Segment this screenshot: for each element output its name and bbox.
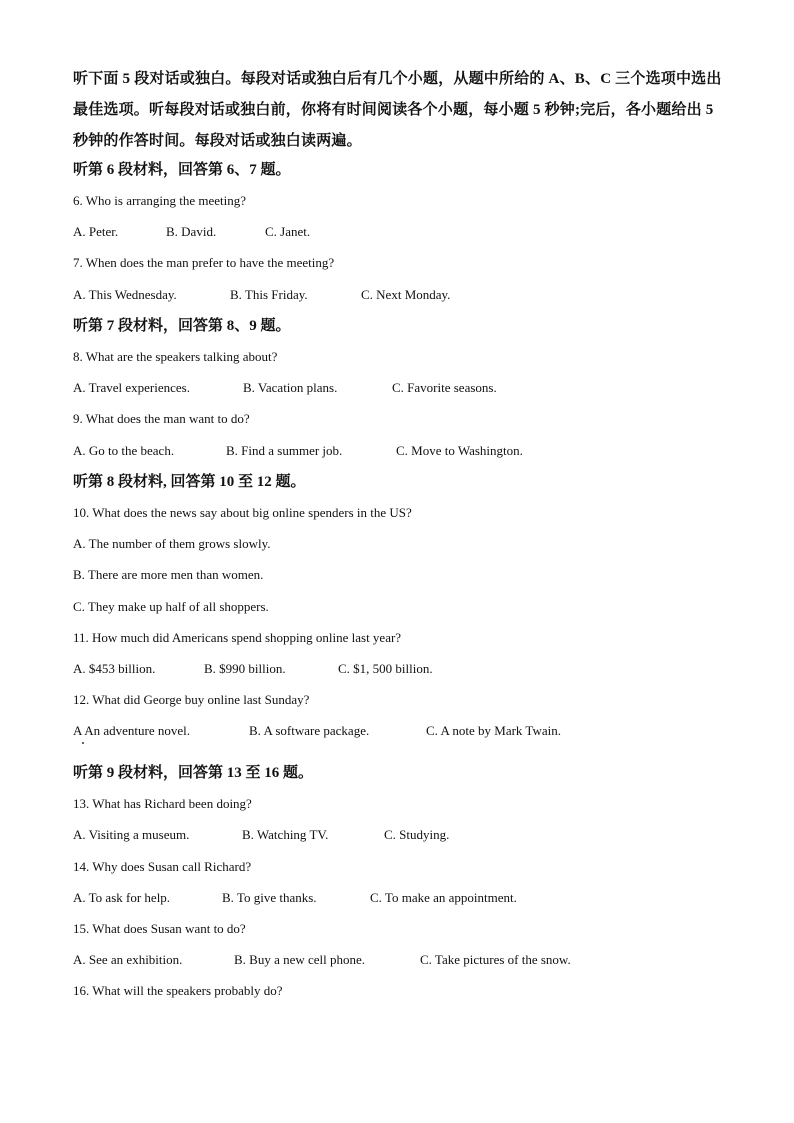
section-heading-8: 听第 8 段材料, 回答第 10 至 12 题。 [73, 474, 306, 490]
question-9-option-b: B. Find a summer job. [226, 443, 343, 458]
question-9-stem: 9. What does the man want to do? [73, 411, 250, 426]
question-15-stem: 15. What does Susan want to do? [73, 921, 246, 936]
question-16-stem: 16. What will the speakers probably do? [73, 983, 283, 998]
question-9-option-a: A. Go to the beach. [73, 443, 175, 458]
question-7-option-c: C. Next Monday. [361, 287, 451, 302]
question-11-option-a: A. $453 billion. [73, 661, 156, 676]
question-6-stem: 6. Who is arranging the meeting? [73, 193, 247, 208]
question-10-option-c: C. They make up half of all shoppers. [73, 599, 269, 614]
question-13-option-c: C. Studying. [384, 827, 450, 842]
question-15-option-c: C. Take pictures of the snow. [420, 952, 571, 967]
question-8-stem: 8. What are the speakers talking about? [73, 349, 278, 364]
question-9-option-c: C. Move to Washington. [396, 443, 523, 458]
question-12-option-c: C. A note by Mark Twain. [426, 723, 561, 738]
section-heading-9: 听第 9 段材料，回答第 13 至 16 题。 [73, 765, 314, 781]
question-6-option-c: C. Janet. [265, 224, 311, 239]
question-13-stem: 13. What has Richard been doing? [73, 796, 252, 811]
question-14-stem: 14. Why does Susan call Richard? [73, 859, 252, 874]
instructions-paragraph: 听下面 5 段对话或独白。每段对话或独白后有几个小题，从题中所给的 A、B、C 三个选项中选出最佳选项。听每段对话或独白前，你将有时间阅读各个小题，每小题 5 秒钟;完后，各小题给出 5 秒钟的作答时间。每段对话或独白读两遍。 [73, 71, 722, 149]
question-14-option-a: A. To ask for help. [73, 890, 171, 905]
question-11-option-b: B. $990 billion. [204, 661, 286, 676]
question-10-option-b: B. There are more men than women. [73, 567, 264, 582]
question-12-option-b: B. A software package. [249, 723, 370, 738]
question-13-option-a: A. Visiting a museum. [73, 827, 190, 842]
section-heading-6: 听第 6 段材料，回答第 6、7 题。 [73, 162, 291, 178]
question-12-stem: 12. What did George buy online last Sunday? [73, 692, 310, 707]
question-6-option-b: B. David. [166, 224, 217, 239]
question-8-option-a: A. Travel experiences. [73, 380, 190, 395]
question-7-option-a: A. This Wednesday. [73, 287, 177, 302]
question-14-option-b: B. To give thanks. [222, 890, 317, 905]
question-10-option-a: A. The number of them grows slowly. [73, 536, 271, 551]
question-11-option-c: C. $1, 500 billion. [338, 661, 433, 676]
question-15-option-a: A. See an exhibition. [73, 952, 183, 967]
question-7-stem: 7. When does the man prefer to have the meeting? [73, 255, 335, 270]
question-8-option-c: C. Favorite seasons. [392, 380, 497, 395]
question-12-option-a: A An adventure novel. [73, 723, 190, 738]
question-13-option-b: B. Watching TV. [242, 827, 329, 842]
question-11-stem: 11. How much did Americans spend shopping online last year? [73, 630, 402, 645]
question-7-option-b: B. This Friday. [230, 287, 308, 302]
section-heading-7: 听第 7 段材料，回答第 8、9 题。 [73, 318, 291, 334]
stray-mark [82, 742, 84, 744]
question-15-option-b: B. Buy a new cell phone. [234, 952, 366, 967]
question-10-stem: 10. What does the news say about big online spenders in the US? [73, 505, 412, 520]
question-14-option-c: C. To make an appointment. [370, 890, 517, 905]
question-6-option-a: A. Peter. [73, 224, 119, 239]
question-8-option-b: B. Vacation plans. [243, 380, 338, 395]
